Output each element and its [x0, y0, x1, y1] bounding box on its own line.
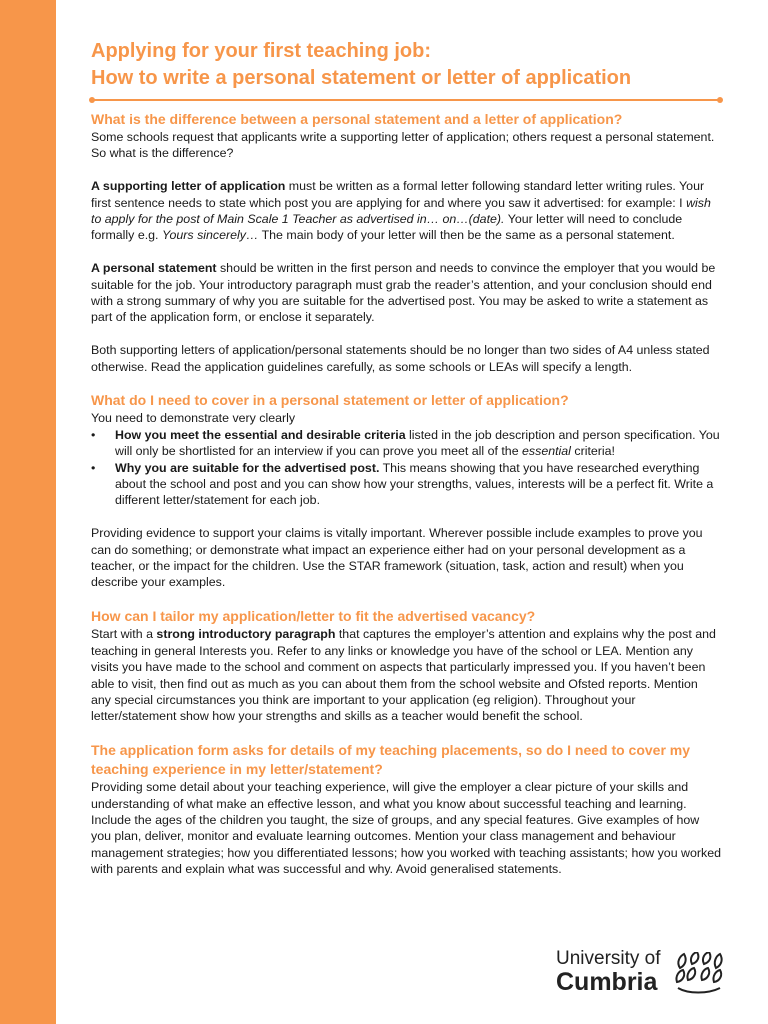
- logo-text-line-1: University of: [556, 948, 661, 969]
- paragraph-intro: Some schools request that applicants write a supporting letter of application; others request a personal statement. So what is the difference?: [91, 130, 715, 161]
- section-heading-tailor: How can I tailor my application/letter to fit the advertised vacancy?: [91, 608, 536, 625]
- section-tailor: [91, 607, 721, 724]
- section-cover: [91, 391, 721, 590]
- title-line-1: Applying for your first teaching job:: [91, 40, 431, 62]
- section-heading-difference: What is the difference between a personal statement and a letter of application?: [91, 111, 623, 127]
- paragraph-letter-of-application: [91, 178, 721, 244]
- document-body: [91, 38, 721, 894]
- text-run: Your letter will need to conclude formally e.g.: [91, 212, 683, 243]
- section-heading-cover: What do I need to cover in a personal statement or letter of application?: [91, 392, 569, 409]
- paragraph-personal-statement: [91, 260, 721, 326]
- text-run: This means showing that you have researched everything about the school and post and you can show how your strengths, values, interests will be a perfect fit. Write a different letter/statement for each job.: [115, 460, 714, 508]
- italic-example: wish to apply for the post of Main Scale 1 Teacher as advertised in… on…(date).: [91, 195, 711, 227]
- leaf-cluster-icon: [674, 952, 724, 994]
- bullet-item-suitable: [115, 460, 721, 509]
- bold-term: Why you are suitable for the advertised post.: [115, 460, 380, 475]
- logo-text-line-2: Cumbria: [556, 968, 658, 996]
- section-heading-placements: The application form asks for details of my teaching placements, so do I need to cover my teaching experience in my letter/statement?: [91, 742, 691, 778]
- paragraph-evidence: Providing evidence to support your claims is vitally important. Wherever possible include examples to prove you can do something; or demonstrate what impact an experience either had on your personal development as a teacher, or the impact for the children. Use the STAR framework (situation, task, action and result) when you describe your examples.: [91, 526, 703, 590]
- bold-term: strong introductory paragraph: [156, 627, 336, 642]
- paragraph-length: Both supporting letters of application/personal statements should be no longer than two sides of A4 unless stated otherwise. Read the application guidelines carefully, as some schools or LEAs will specify a length.: [91, 343, 710, 374]
- text-run: criteria!: [570, 444, 616, 459]
- bullet-list: [91, 427, 721, 509]
- side-accent-bar: [0, 0, 56, 1024]
- bold-term: How you meet the essential and desirable criteria: [115, 427, 406, 442]
- italic-example: Yours sincerely…: [161, 228, 259, 243]
- section-placements: [91, 741, 721, 877]
- text-run: listed in the job description and person specification. You will only be shortlisted for an interview if you can prove you meet all of the: [115, 427, 720, 459]
- university-logo: [556, 948, 726, 996]
- paragraph-placements: Providing some detail about your teaching experience, will give the employer a clear picture of your skills and understanding of what make an effective lesson, and what you know about successful teaching and learning. Include the ages of the children you taught, the size of groups, and any special features. Give examples of how you plan, deliver, monitor and evaluate learning outcomes. Mention your class management and behaviour management strategies; how you differentiated lessons; how you worked with teaching assistants; how you worked with parents and explain what was successful and why. Avoid generalised statements.: [91, 780, 721, 877]
- document-title: [91, 38, 721, 92]
- bullet-item-criteria: [115, 427, 721, 460]
- text-run: that captures the employer’s attention and explains why the post and teaching in general Interests you. Refer to any links or knowledge you have of the school or LEA. Mention any visits you have made to the school and comment on aspects that particularly impressed you. If you haven’t been able to visit, then find out as much as you can about them from the school website and Ofsted reports. Mention any special circumstances you think are important to your application (eg religion). Throughout your letter/statement show how your strengths and skills as a teacher would benefit the school.: [91, 627, 716, 724]
- text-run: must be written as a formal letter following standard letter writing rules. Your first sentence needs to state which post you are applying for and where you saw it advertised: for example: I: [91, 179, 705, 210]
- bold-term: A supporting letter of application: [91, 179, 286, 194]
- section-difference: [91, 110, 721, 375]
- bold-term: A personal statement: [91, 261, 217, 276]
- title-line-2: How to write a personal statement or letter of application: [91, 67, 632, 89]
- text-run: Start with a: [91, 627, 157, 642]
- paragraph-tailor: [91, 626, 721, 724]
- italic-term: essential: [522, 444, 571, 459]
- text-run: should be written in the first person and needs to convince the employer that you would be suitable for the job. Your introductory paragraph must grab the reader’s attention, and your conclusion should end with a strong summary of why you are suitable for the advertised post. You may be asked to write a statement as part of the application form, or enclose it separately.: [91, 261, 716, 325]
- title-divider: [91, 99, 721, 101]
- text-run: The main body of your letter will then be the same as a personal statement.: [258, 228, 675, 243]
- paragraph-cover-intro: You need to demonstrate very clearly: [91, 411, 296, 426]
